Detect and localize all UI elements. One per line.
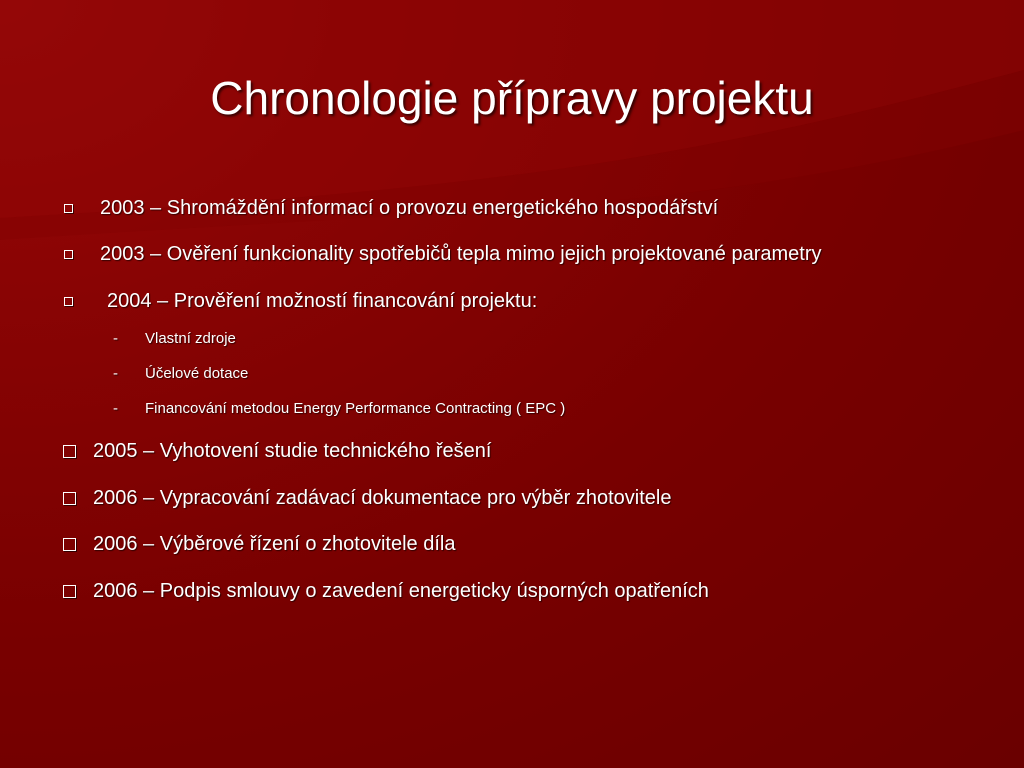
sub-list-item: [113, 364, 248, 384]
list-item: [63, 578, 709, 604]
list-item-text: 2004 – Prověření možností financování projektu:: [107, 290, 538, 312]
list-item: [63, 531, 455, 557]
list-item: [64, 195, 718, 221]
list-item-text: 2006 – Vypracování zadávací dokumentace pro výběr zhotovitele: [93, 487, 672, 509]
sub-list-item-text: Účelové dotace: [145, 365, 249, 382]
square-bullet-icon: [63, 585, 76, 598]
list-item: [63, 438, 491, 464]
list-item: [64, 288, 537, 314]
sub-list-item-text: Financování metodou Energy Performance Contracting ( EPC ): [145, 400, 566, 417]
sub-list-item-text: Vlastní zdroje: [145, 330, 236, 347]
list-item-text: 2003 – Shromáždění informací o provozu energetického hospodářství: [100, 197, 719, 219]
slide-title: Chronologie přípravy projektu: [210, 72, 814, 124]
list-item-text: 2003 – Ověření funkcionality spotřebičů tepla mimo jejich projektované parametry: [100, 243, 822, 265]
list-item-text: 2006 – Výběrové řízení o zhotovitele díla: [93, 533, 456, 555]
dash-marker: -: [113, 330, 118, 347]
list-item-text: 2006 – Podpis smlouvy o zavedení energeticky úsporných opatřeních: [93, 580, 709, 602]
square-bullet-icon: [64, 250, 73, 259]
list-item-text: 2005 – Vyhotovení studie technického řešení: [93, 440, 492, 462]
square-bullet-icon: [63, 492, 76, 505]
square-bullet-icon: [64, 297, 73, 306]
sub-list-item: [113, 329, 236, 349]
square-bullet-icon: [63, 445, 76, 458]
list-item: [63, 485, 672, 511]
square-bullet-icon: [64, 204, 73, 213]
dash-marker: -: [113, 365, 118, 382]
square-bullet-icon: [63, 538, 76, 551]
list-item: [64, 241, 821, 267]
dash-marker: -: [113, 400, 118, 417]
sub-list-item: [113, 399, 565, 419]
